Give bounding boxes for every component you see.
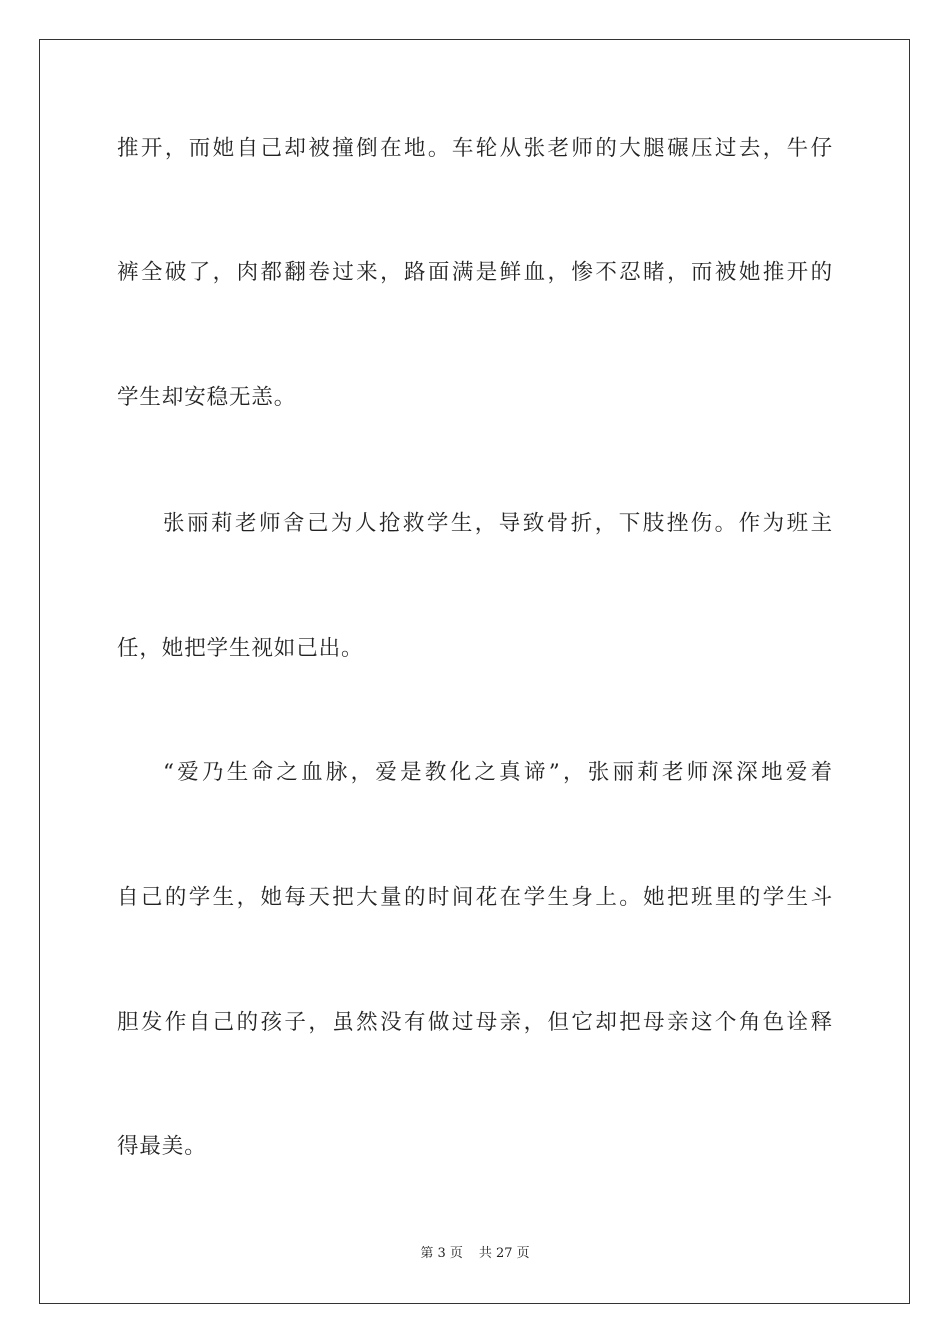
text-line-7: 自己的学生，她每天把大量的时间花在学生身上。她把班里的学生斗 <box>117 885 833 910</box>
page-border <box>39 39 910 1304</box>
text-line-8: 胆发作自己的孩子，虽然没有做过母亲，但它却把母亲这个角色诠释 <box>117 1010 833 1035</box>
page-number-current: 第 3 页 <box>420 1246 463 1261</box>
text-line-4: 张丽莉老师舍己为人抢救学生，导致骨折，下肢挫伤。作为班主 <box>163 511 833 536</box>
page-number-total: 共 27 页 <box>478 1246 530 1261</box>
page-footer <box>0 1245 950 1263</box>
text-line-1: 推开，而她自己却被撞倒在地。车轮从张老师的大腿碾压过去，牛仔 <box>117 136 833 161</box>
text-line-3: 学生却安稳无恙。 <box>117 385 297 410</box>
text-line-9: 得最美。 <box>117 1134 207 1159</box>
text-line-5: 任，她把学生视如己出。 <box>117 636 364 661</box>
text-line-2: 裤全破了，肉都翻卷过来，路面满是鲜血，惨不忍睹，而被她推开的 <box>117 260 833 285</box>
text-line-6: “爱乃生命之血脉，爱是教化之真谛”，张丽莉老师深深地爱着 <box>163 760 833 785</box>
